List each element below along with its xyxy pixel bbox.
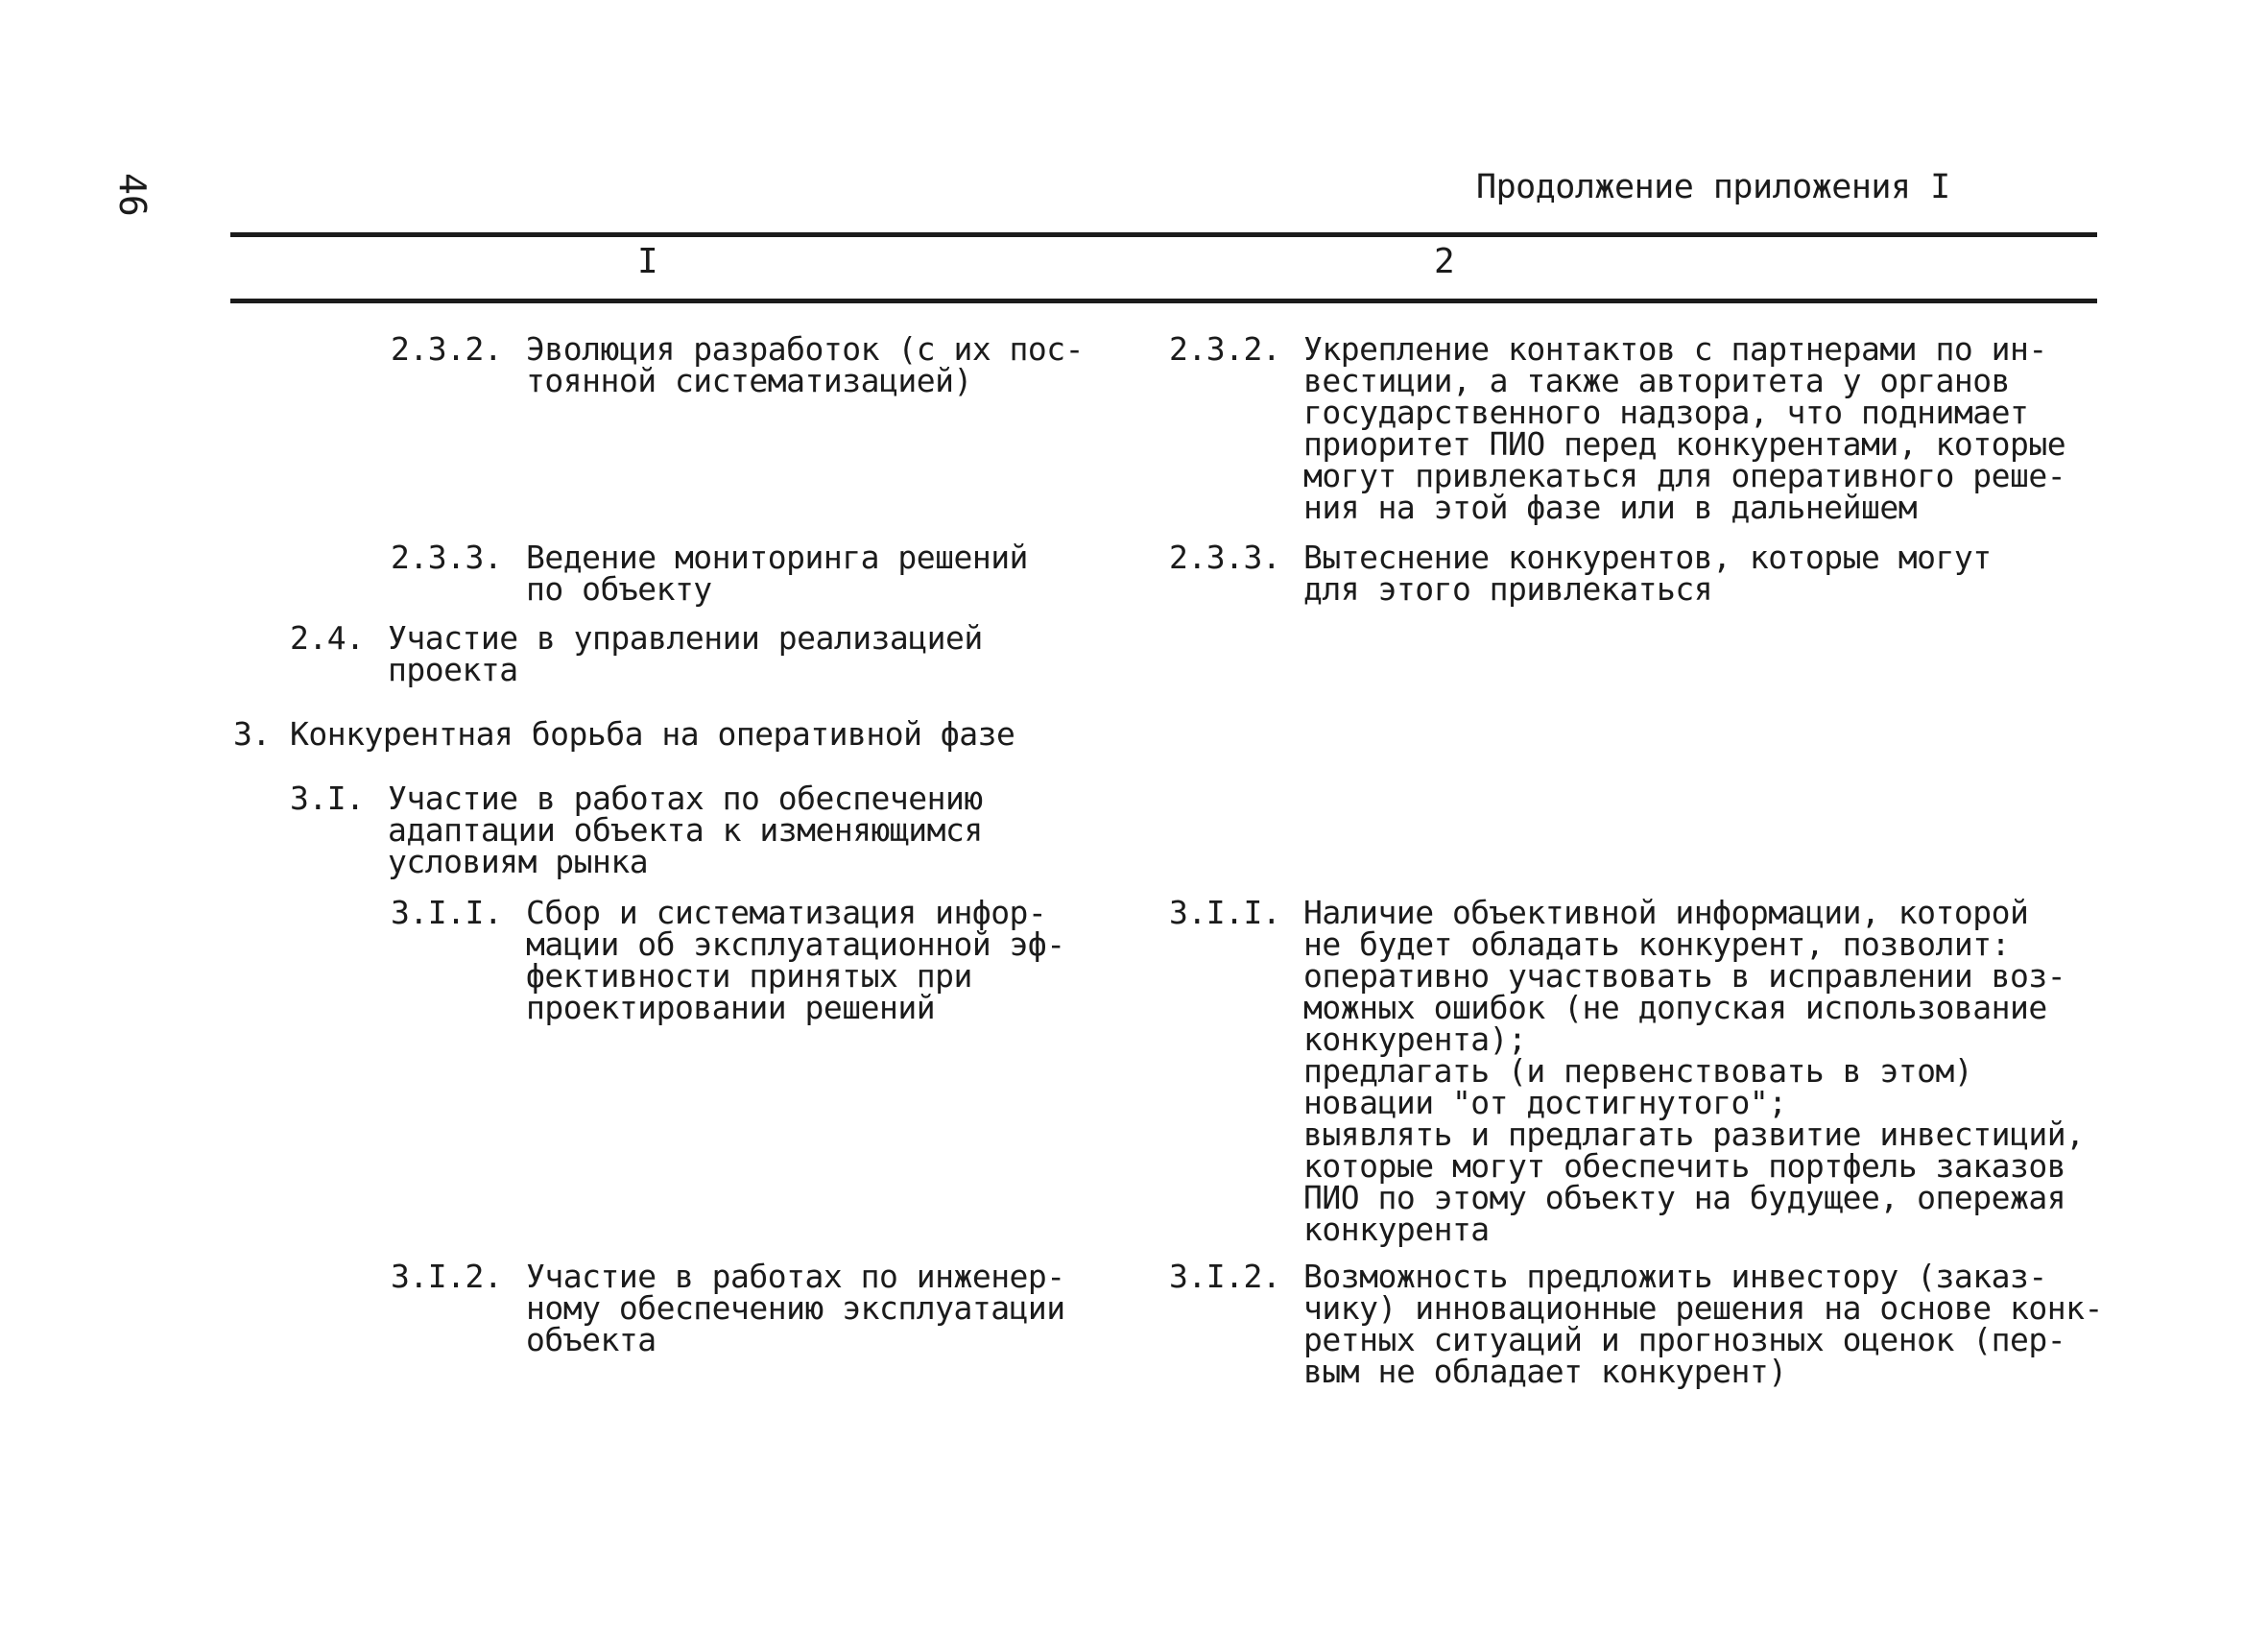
page-header: Продолжение приложения I bbox=[1476, 168, 1950, 206]
entry-number: 2.3.2. bbox=[1169, 330, 1281, 368]
text-line: Конкурентная борьба на оперативной фазе bbox=[290, 715, 1015, 753]
entry-number: 3.I.I. bbox=[391, 894, 503, 931]
entry-text bbox=[290, 715, 1015, 753]
text-line: ному обеспечению эксплуатации bbox=[526, 1289, 1065, 1327]
text-line: приоритет ПИО перед конкурентами, которые bbox=[1303, 425, 2066, 463]
entry-text bbox=[526, 330, 1085, 399]
text-line: вестиции, а также авторитета у органов bbox=[1303, 362, 2010, 399]
entry-text bbox=[1303, 894, 2085, 1248]
text-line: для этого привлекаться bbox=[1303, 570, 1713, 608]
table-header-rule bbox=[230, 299, 2097, 303]
text-line: Наличие объективной информации, которой bbox=[1303, 894, 2029, 931]
text-line: ния на этой фазе или в дальнейшем bbox=[1303, 489, 1918, 526]
text-line: Ведение мониторинга решений bbox=[526, 539, 1028, 576]
text-line: новации "от достигнутого"; bbox=[1303, 1084, 1787, 1121]
entry-number: 3.I.2. bbox=[1169, 1258, 1281, 1295]
text-line: не будет обладать конкурент, позволит: bbox=[1303, 925, 2010, 963]
page-number: 46 bbox=[111, 173, 154, 217]
entry-number: 2.3.3. bbox=[1169, 539, 1281, 576]
text-line: объекта bbox=[526, 1321, 657, 1358]
entry-number: 2.4. bbox=[290, 619, 365, 657]
text-line: проектировании решений bbox=[526, 989, 936, 1026]
text-line: фективности принятых при bbox=[526, 957, 972, 995]
text-line: ПИО по этому объекту на будущее, опережая bbox=[1303, 1179, 2066, 1216]
text-line: Вытеснение конкурентов, которые могут bbox=[1303, 539, 1992, 576]
text-line: могут привлекаться для оперативного реше- bbox=[1303, 457, 2066, 494]
text-line: Сбор и систематизация инфор- bbox=[526, 894, 1047, 931]
text-line: мации об эксплуатационной эф- bbox=[526, 925, 1065, 963]
entry-text bbox=[388, 619, 983, 688]
text-line: оперативно участвовать в исправлении воз- bbox=[1303, 957, 2066, 995]
text-line: Укрепление контактов с партнерами по ин- bbox=[1303, 330, 2047, 368]
text-line: можных ошибок (не допуская использование bbox=[1303, 989, 2047, 1026]
entry-text bbox=[1303, 1258, 2103, 1390]
entry-number: 3.I. bbox=[290, 780, 365, 817]
text-line: вым не обладает конкурент) bbox=[1303, 1353, 1787, 1390]
text-line: предлагать (и первенствовать в этом) bbox=[1303, 1052, 1973, 1090]
text-line: Участие в работах по обеспечению bbox=[388, 780, 983, 817]
text-line: Участие в управлении реализацией bbox=[388, 619, 983, 657]
text-line: Участие в работах по инженер- bbox=[526, 1258, 1065, 1295]
text-line: которые могут обеспечить портфель заказов bbox=[1303, 1147, 2066, 1185]
text-line: конкурента); bbox=[1303, 1020, 1527, 1058]
entry-text bbox=[526, 1260, 1065, 1356]
entry-number: 3. bbox=[233, 715, 271, 753]
entry-text bbox=[1303, 539, 1992, 608]
text-line: тоянной систематизацией) bbox=[526, 362, 972, 399]
text-line: проекта bbox=[388, 651, 518, 688]
text-line: Эволюция разработок (с их пос- bbox=[526, 330, 1085, 368]
entry-number: 2.3.3. bbox=[391, 539, 503, 576]
text-line: конкурента bbox=[1303, 1211, 1490, 1248]
column-header-2: 2 bbox=[1434, 242, 1455, 281]
column-header-1: I bbox=[637, 242, 658, 281]
entry-number: 3.I.I. bbox=[1169, 894, 1281, 931]
text-line: адаптации объекта к изменяющимся bbox=[388, 811, 983, 849]
entry-number: 2.3.2. bbox=[391, 330, 503, 368]
text-line: условиям рынка bbox=[388, 843, 649, 880]
text-line: выявлять и предлагать развитие инвестиций, bbox=[1303, 1116, 2085, 1153]
entry-text bbox=[526, 894, 1065, 1026]
text-line: по объекту bbox=[526, 570, 712, 608]
entry-text bbox=[388, 780, 983, 880]
table-top-rule bbox=[230, 232, 2097, 237]
entry-text bbox=[526, 539, 1028, 608]
text-line: Возможность предложить инвестору (заказ- bbox=[1303, 1258, 2047, 1295]
text-line: государственного надзора, что поднимает bbox=[1303, 394, 2029, 431]
entry-text bbox=[1303, 330, 2066, 526]
entry-number: 3.I.2. bbox=[391, 1258, 503, 1295]
text-line: чику) инновационные решения на основе конк- bbox=[1303, 1289, 2103, 1327]
text-line: ретных ситуаций и прогнозных оценок (пер- bbox=[1303, 1321, 2066, 1358]
